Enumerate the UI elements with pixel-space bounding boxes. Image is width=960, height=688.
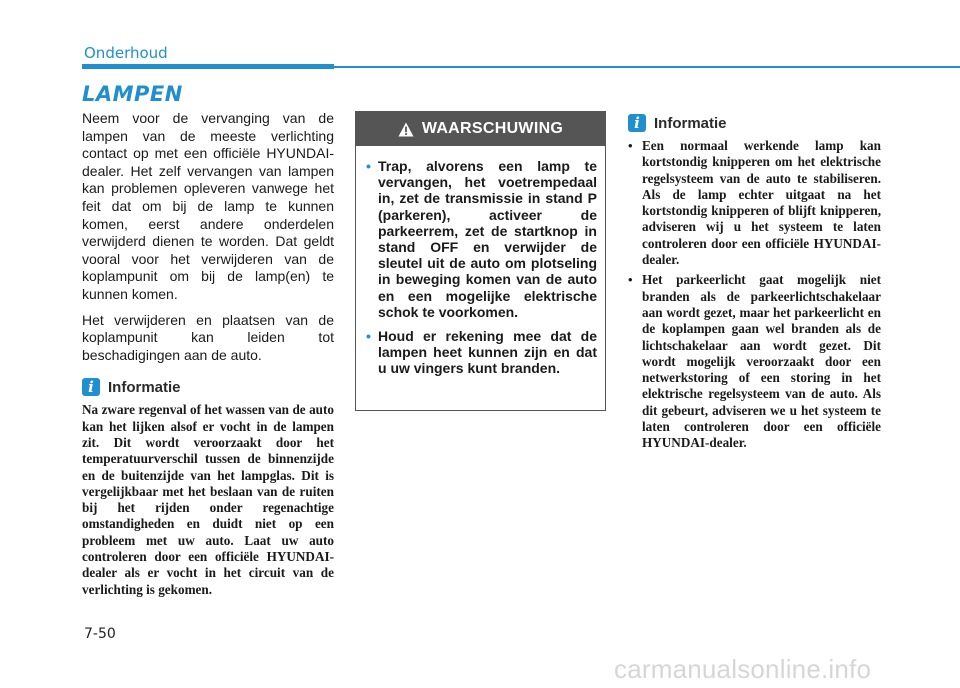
info-title: Informatie (654, 114, 727, 132)
info-text-condensation: Na zware regenval of het wassen van de auto kan het lijken alsof er vocht in de lampen zit. Dit wordt veroorzaakt door het temperatuurverschil tussen de binnenzijde en de buitenzijde van het lampglas. Dit is vergelijkbaar met het beslaan van de ruiten bij het rijden onder regenachtige omstandigheden en duidt niet op een probleem met uw auto. Laat uw auto controleren door een officiële HYUNDAI-dealer als er vocht in het circuit van de verlichting is gekomen. (82, 402, 334, 597)
warning-item-text: Houd er rekening mee dat de lampen heet kunnen zijn en dat u uw vingers kunt branden. (378, 328, 597, 377)
info-icon: i (628, 114, 646, 132)
info-icon: i (82, 378, 100, 396)
header-rule-thick (82, 64, 334, 69)
page-title: LAMPEN (82, 82, 183, 106)
warning-box (355, 111, 606, 411)
page-number: 7-50 (84, 626, 116, 642)
bullet-dot-icon: • (366, 158, 371, 174)
column-right (628, 114, 881, 456)
info-item-text: Een normaal werkende lamp kan kortstondig knipperen om het elektrische regelsysteem van de auto te stabiliseren. Als de lamp echter uitgaat na het kortstondig knipperen of blijft knipperen, adviseren wij u het systeem te laten controleren door een officiële HYUNDAI-dealer. (642, 138, 881, 268)
warning-header (356, 112, 605, 146)
warning-item-text: Trap, alvorens een lamp te vervangen, het voetrempedaal in, zet de transmissie in stand P (parkeren), activeer de parkeerrem, zet de startknop in stand OFF en verwijder de sleutel uit de auto om plotseling in beweging komen van de auto en een mogelijke elektrische schok te voorkomen. (378, 158, 597, 320)
list-item (628, 138, 881, 268)
info-heading-left (82, 378, 334, 396)
bullet-dot-icon: • (628, 138, 633, 153)
bullet-dot-icon: • (628, 272, 633, 288)
info-heading-right (628, 114, 881, 132)
watermark: carmanualsonline.info (614, 654, 872, 684)
removal-paragraph: Het verwijderen en plaatsen van de koplampunit kan leiden tot beschadigingen aan de auto. (82, 311, 334, 363)
info-list (628, 138, 881, 452)
warning-triangle-icon (398, 122, 414, 137)
info-item-text: Het parkeerlicht gaat mogelijk niet branden als de parkeerlichtschakelaar aan wordt gezet, maar het parkeerlicht en de koplampen gaan wel branden als de lichtschakelaar aan wordt gezet. Dit wordt mogelijk veroorzaakt door een netwerkstoring of een storing in het elektrische regelsysteem van de auto. Als dit gebeurt, adviseren we u het systeem te laten controleren door een officiële HYUNDAI-dealer. (642, 272, 881, 451)
intro-paragraph: Neem voor de vervanging van de lampen van de meeste verlichting contact op met een officiële HYUNDAI-dealer. Het zelf vervangen van lampen kan problemen opleveren vanwege het feit dat om bij de lamp te kunnen komen, eerst andere onderdelen verwijderd dienen te worden. Dat geldt vooral voor het verwijderen van de koplampunit om bij de lamp(en) te kunnen komen. (82, 110, 334, 302)
warning-item (366, 158, 597, 320)
list-item (628, 272, 881, 451)
column-left (82, 110, 334, 598)
info-title: Informatie (108, 378, 181, 396)
warning-title: WAARSCHUWING (421, 120, 564, 137)
warning-body (356, 146, 605, 377)
warning-item (366, 328, 597, 377)
section-label: Onderhoud (84, 44, 168, 62)
header-rule-thin (334, 66, 960, 68)
bullet-dot-icon: • (366, 328, 371, 345)
